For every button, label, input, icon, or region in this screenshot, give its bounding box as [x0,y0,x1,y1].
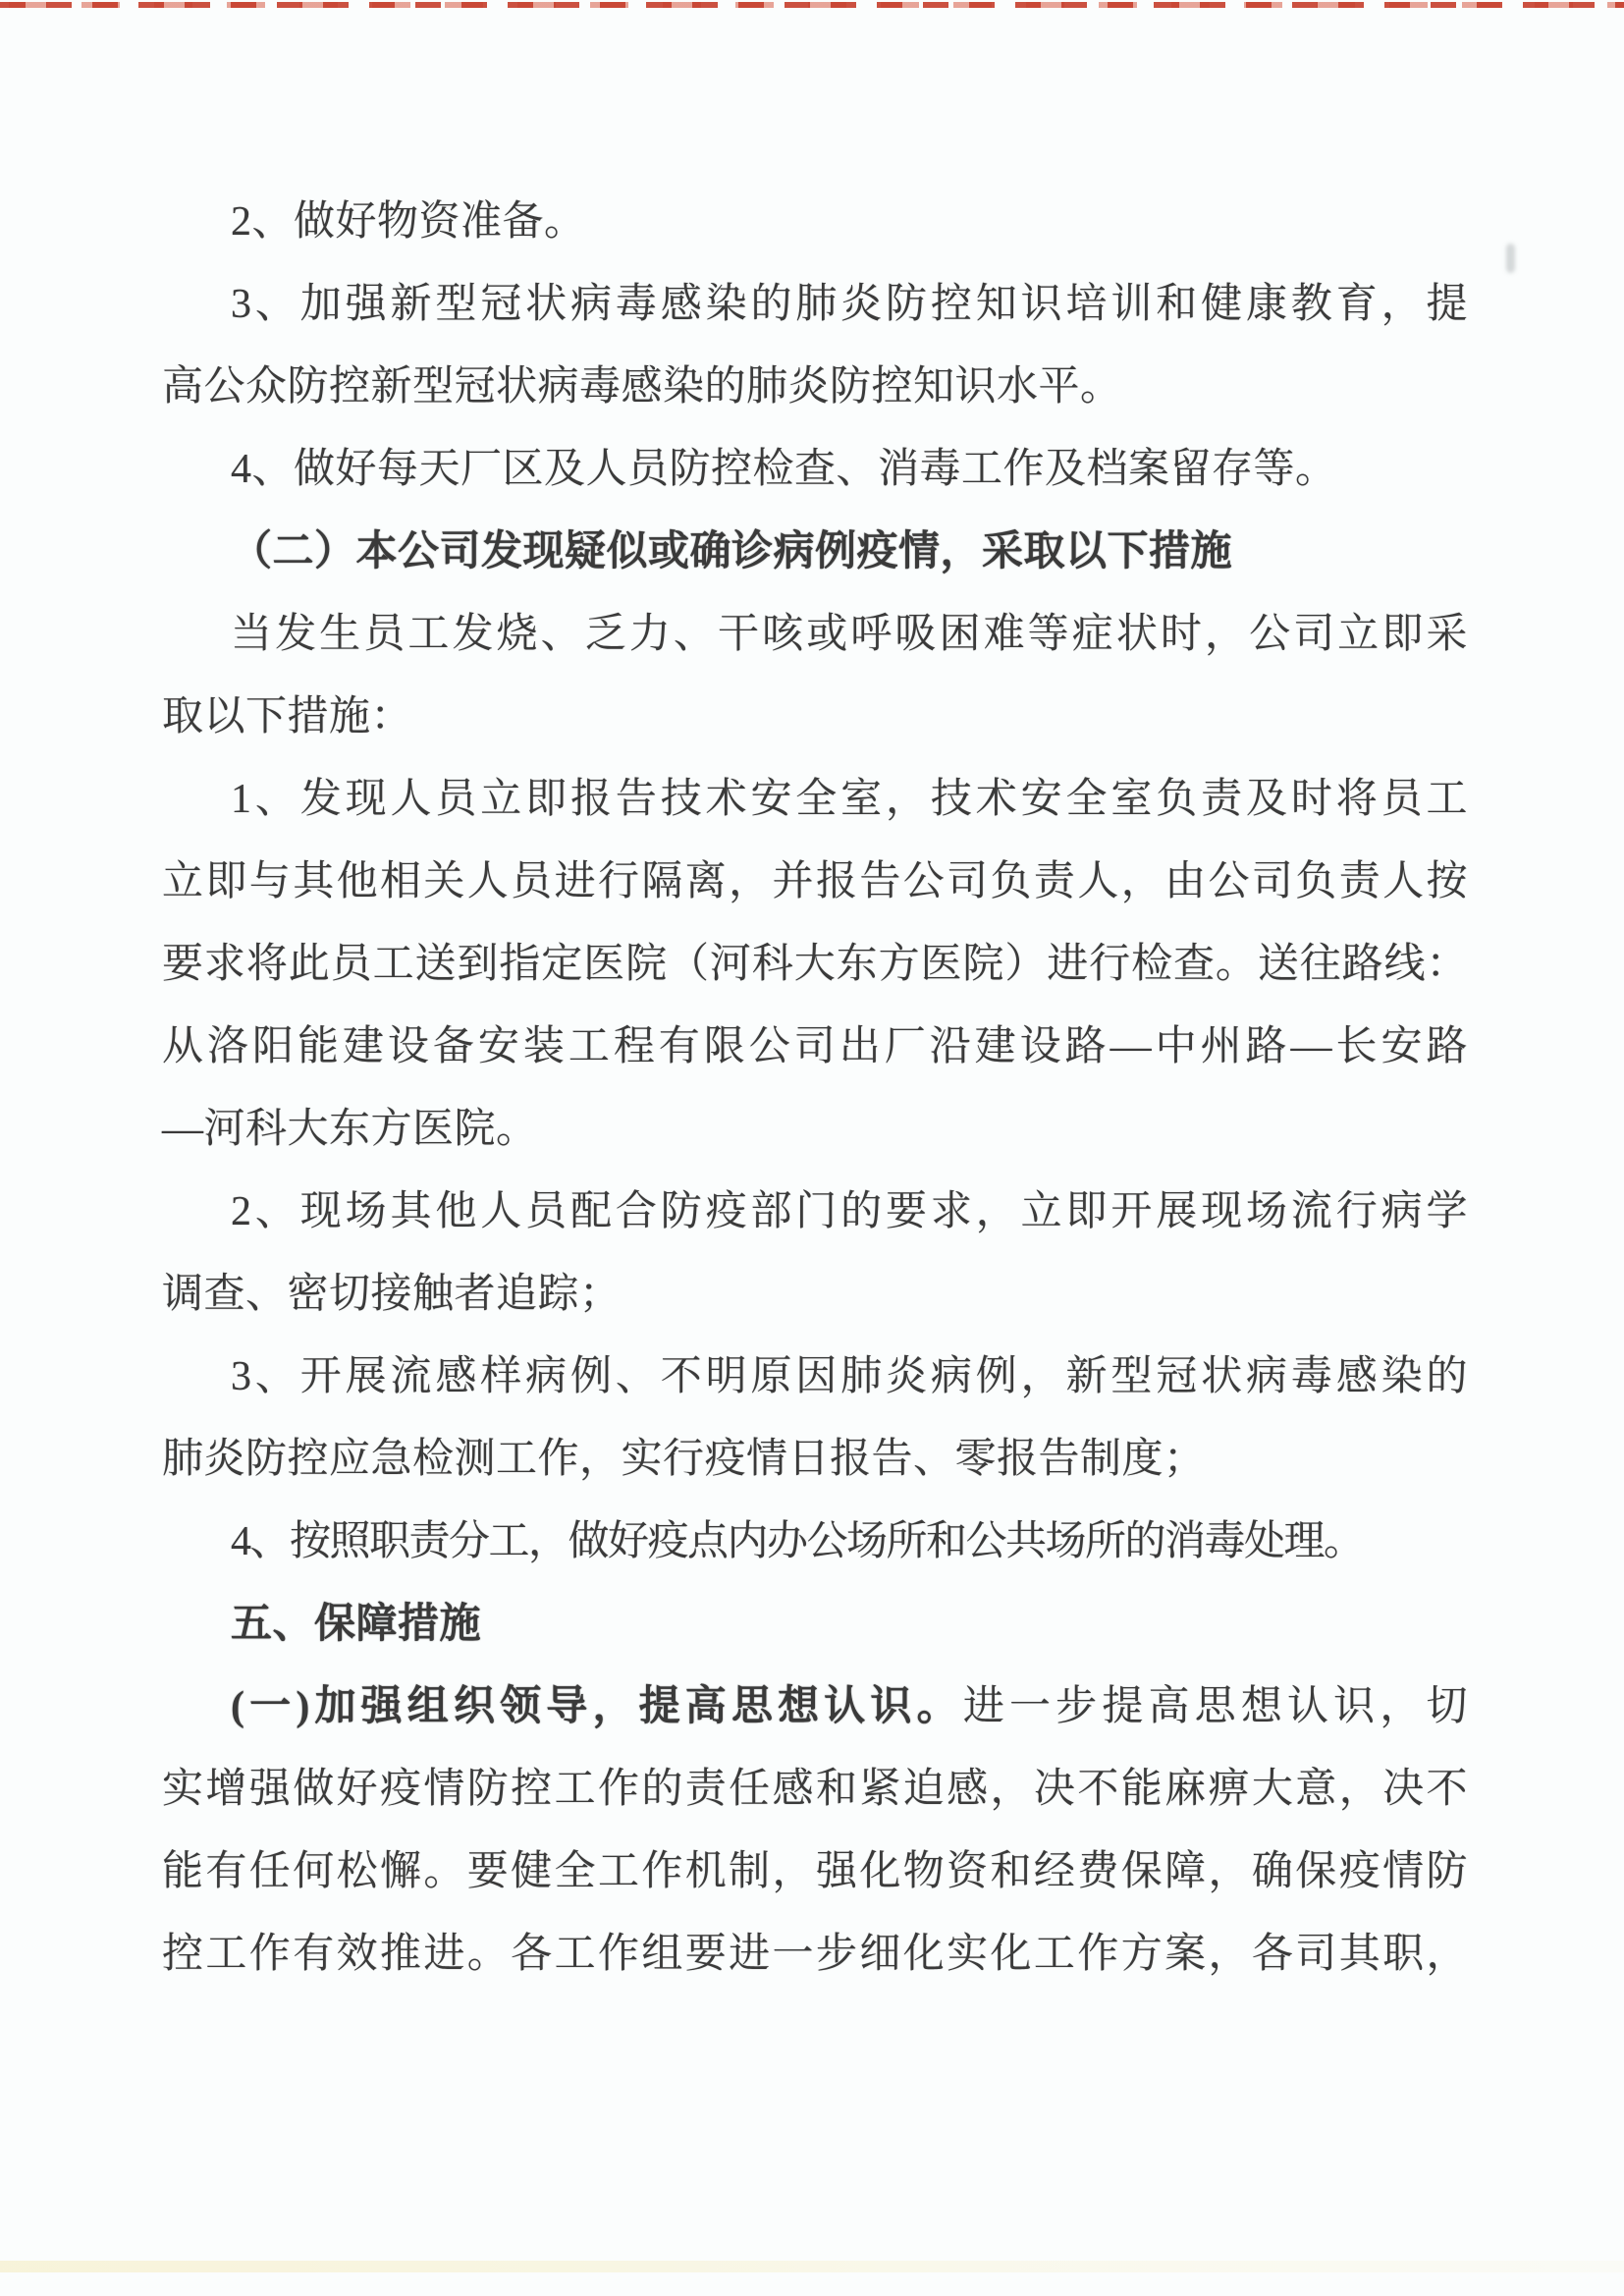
text-segment: 2、现场其他人员配合防疫部门的要求，立即开展现场流行病学 [231,1189,1468,1234]
scan-right-margin-smudge [1506,244,1515,273]
text-line [162,1583,1468,1666]
text-segment: 实增强做好疫情防控工作的责任感和紧迫感，决不能麻痹大意，决不 [162,1767,1468,1812]
text-line [162,1171,1468,1253]
text-line [162,1088,1468,1171]
text-segment: —河科大东方医院。 [162,1107,538,1152]
text-segment: 2、做好物资准备。 [231,199,586,245]
text-line [162,593,1468,676]
text-segment: 肺炎防控应急检测工作，实行疫情日报告、零报告制度； [162,1437,1206,1482]
scan-top-edge-artifact [0,2,1624,8]
document-body [162,181,1468,1995]
bold-text-segment: 五、保障措施 [231,1602,482,1647]
text-line [162,1748,1468,1831]
text-segment: 能有任何松懈。要健全工作机制，强化物资和经费保障，确保疫情防 [162,1849,1468,1894]
text-segment: 控工作有效推进。各工作组要进一步细化实化工作方案，各司其职， [162,1932,1468,1977]
text-line [162,263,1468,346]
text-segment: 3、加强新型冠状病毒感染的肺炎防控知识培训和健康教育，提 [231,282,1468,327]
text-line [162,1913,1468,1995]
text-line [162,181,1468,263]
text-segment: 立即与其他相关人员进行隔离，并报告公司负责人，由公司负责人按 [162,859,1468,904]
text-line [162,511,1468,593]
text-segment: 进一步提高思想认识，切 [962,1684,1468,1729]
text-segment: 从洛阳能建设备安装工程有限公司出厂沿建设路—中州路—长安路 [162,1024,1468,1069]
text-segment: 4、做好每天厂区及人员防控检查、消毒工作及档案留存等。 [231,447,1337,492]
text-segment: 3、开展流感样病例、不明原因肺炎病例，新型冠状病毒感染的 [231,1354,1468,1399]
text-line [162,1666,1468,1748]
text-segment: 取以下措施： [162,694,413,739]
text-line [162,676,1468,758]
text-segment: 高公众防控新型冠状病毒感染的肺炎防控知识水平。 [162,364,1122,410]
text-line [162,923,1468,1006]
text-line [162,758,1468,841]
text-segment: 4、按照职责分工，做好疫点内办公场所和公共场所的消毒处理。 [231,1519,1364,1564]
text-line [162,1253,1468,1336]
text-segment: 1、发现人员立即报告技术安全室，技术安全室负责及时将员工 [231,777,1468,822]
text-line [162,428,1468,511]
scan-bottom-edge-artifact [0,2261,1624,2272]
text-line [162,1831,1468,1913]
text-line [162,841,1468,923]
bold-text-segment: (一)加强组织领导，提高思想认识。 [231,1684,963,1729]
text-line [162,346,1468,428]
text-segment: 要求将此员工送到指定医院（河科大东方医院）进行检查。送往路线： [162,942,1468,987]
bold-text-segment: （二）本公司发现疑似或确诊病例疫情，采取以下措施 [231,529,1233,574]
text-segment: 调查、密切接触者追踪； [162,1272,622,1317]
text-segment: 当发生员工发烧、乏力、干咳或呼吸困难等症状时，公司立即采 [231,612,1468,657]
text-line [162,1336,1468,1418]
text-line [162,1501,1468,1583]
text-line [162,1006,1468,1088]
text-line [162,1418,1468,1501]
